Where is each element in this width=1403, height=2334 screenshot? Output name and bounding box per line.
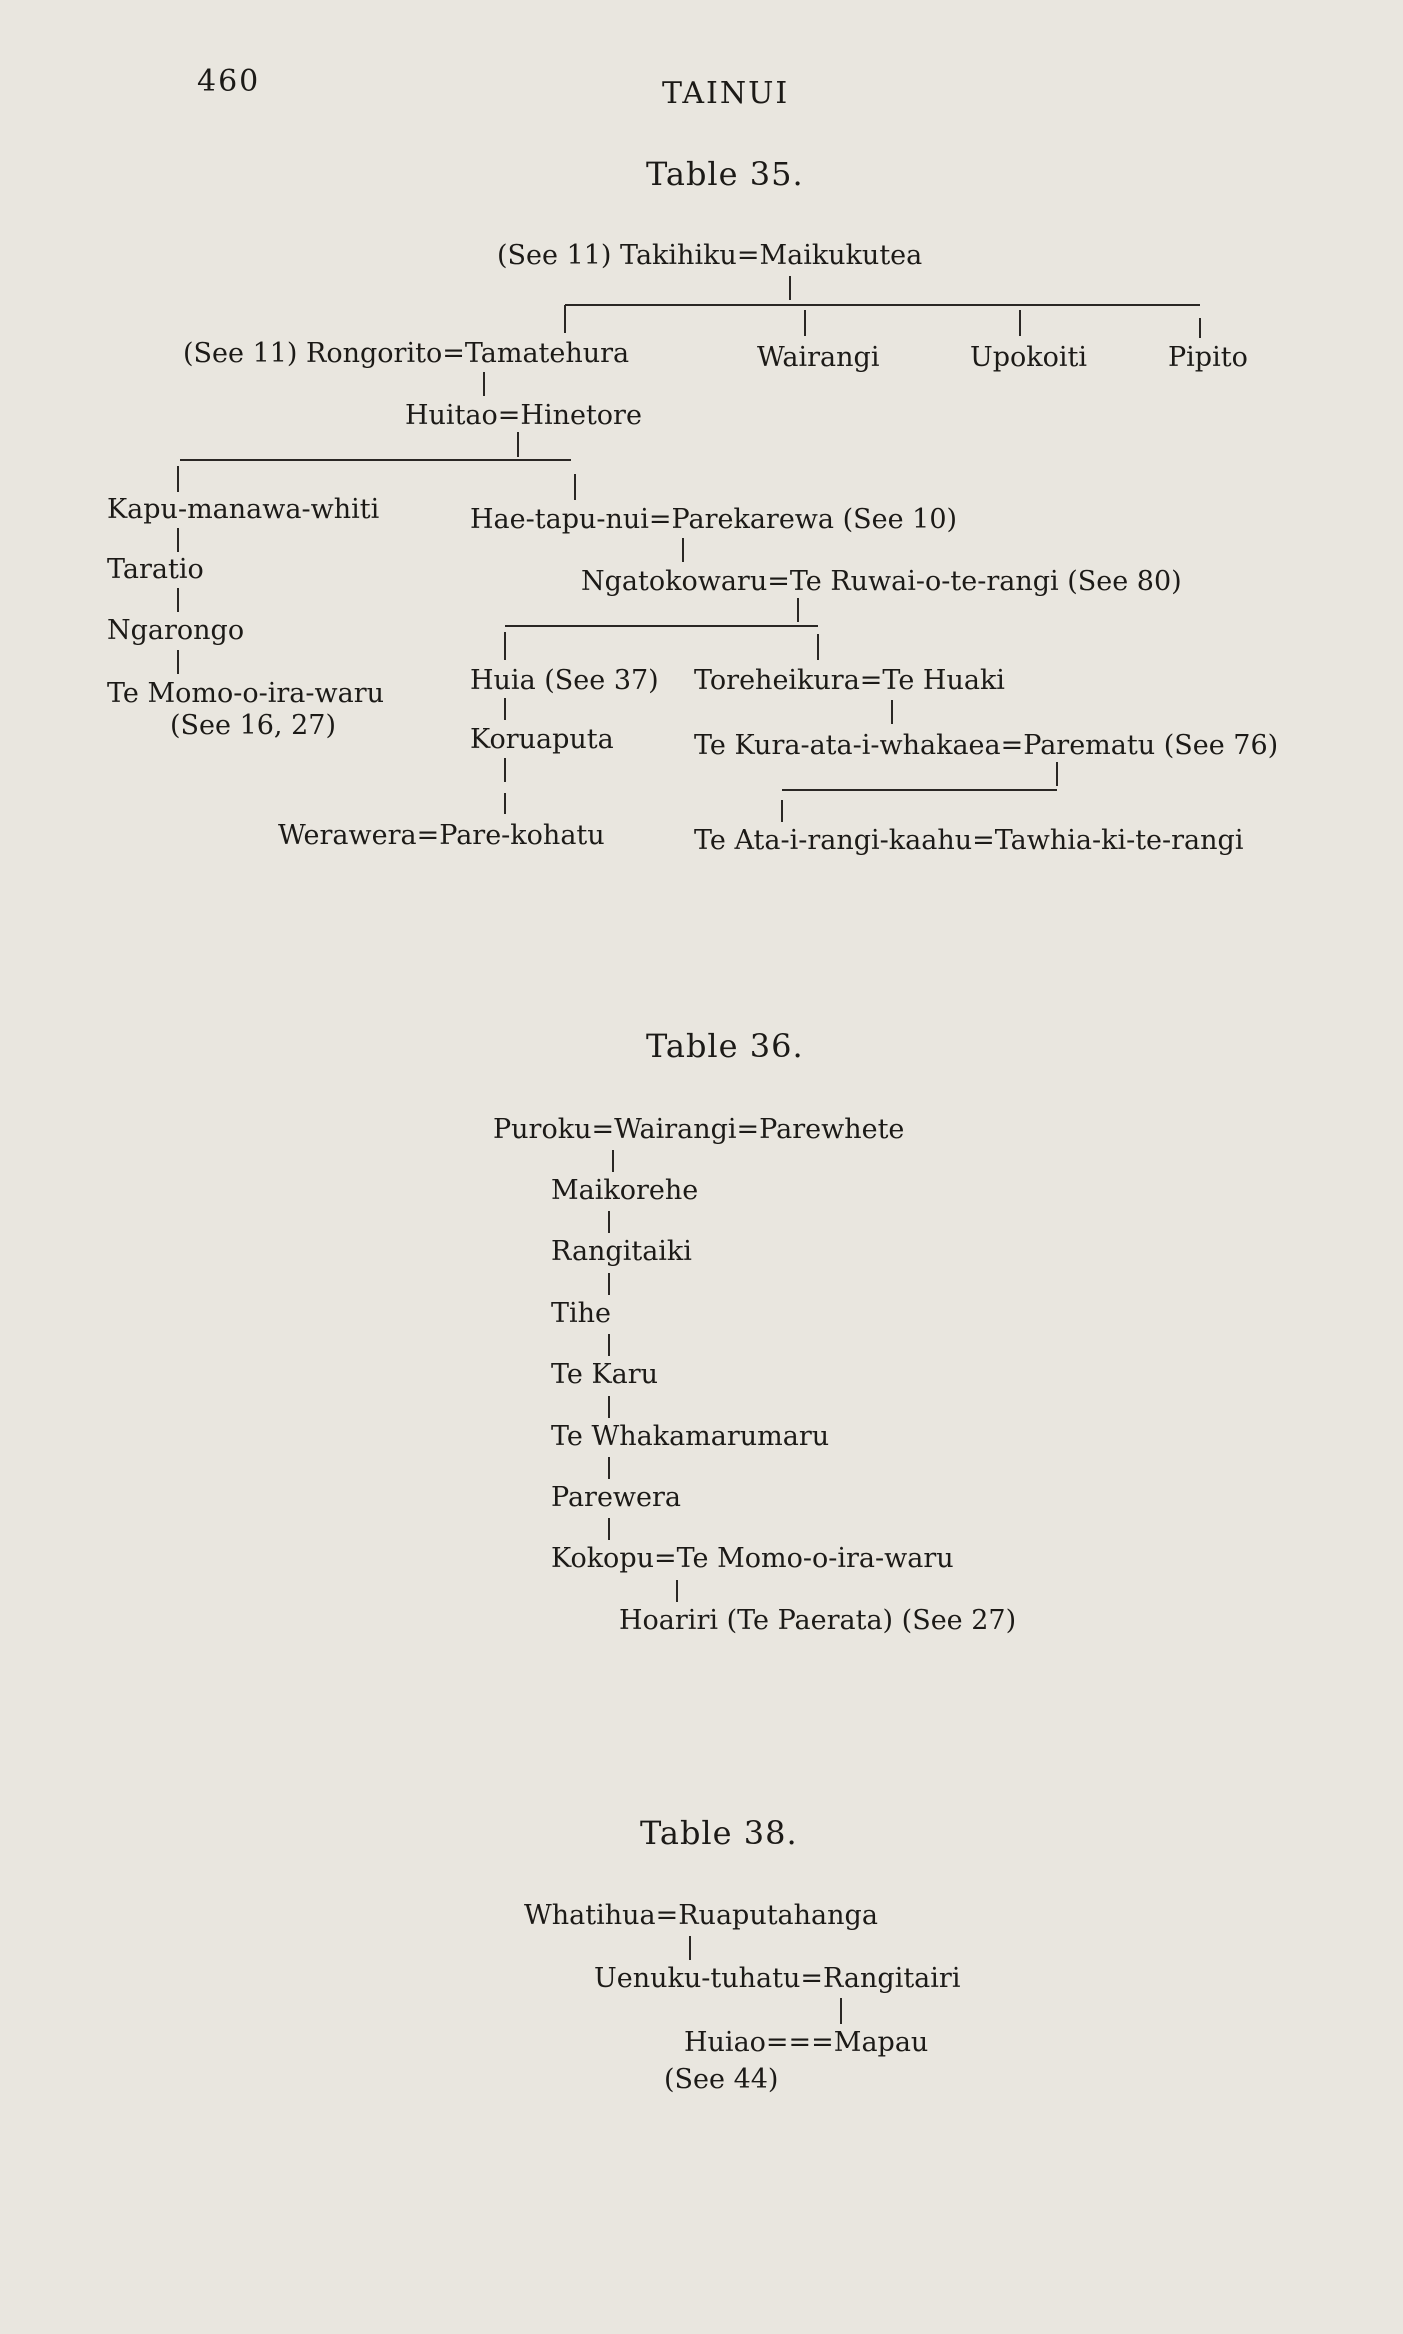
rangitaiki: Rangitaiki [551,1236,692,1267]
parewera: Parewera [551,1482,682,1513]
page-number: 460 [197,64,261,99]
huia: Huia (See 37) [470,665,659,696]
te-karu: Te Karu [551,1359,659,1390]
table-36-title: Table 36. [646,1027,804,1065]
maikorehe: Maikorehe [551,1175,699,1206]
running-head: TAINUI [662,76,790,111]
huiao-see: (See 44) [664,2064,779,2095]
table-38-title: Table 38. [640,1814,798,1852]
table-35-title: Table 35. [646,155,804,193]
werawera-couple: Werawera=Pare-kohatu [278,820,605,851]
uenuku-couple: Uenuku-tuhatu=Rangitairi [594,1963,961,1994]
huitao-couple: Huitao=Hinetore [405,400,642,431]
tihe: Tihe [551,1298,612,1329]
te-momo-see: (See 16, 27) [170,710,336,741]
takihiku-couple: (See 11) Takihiku=Maikukutea [497,240,923,271]
taratio: Taratio [107,554,204,585]
te-ata-couple: Te Ata-i-rangi-kaahu=Tawhia-ki-te-rangi [694,825,1244,856]
toreheikura-couple: Toreheikura=Te Huaki [694,665,1005,696]
te-whakamarumaru: Te Whakamarumaru [551,1421,830,1452]
wairangi: Wairangi [757,342,880,373]
rongorito-couple: (See 11) Rongorito=Tamatehura [183,338,630,369]
ngatokowaru-couple: Ngatokowaru=Te Ruwai-o-te-rangi (See 80) [581,566,1182,597]
whatihua-couple: Whatihua=Ruaputahanga [524,1900,878,1931]
puroku-couple: Puroku=Wairangi=Parewhete [493,1114,905,1145]
upokoiti: Upokoiti [970,342,1088,373]
hae-tapu-nui-couple: Hae-tapu-nui=Parekarewa (See 10) [470,504,958,535]
huiao-couple: Huiao===Mapau [684,2027,929,2058]
ngarongo: Ngarongo [107,615,245,646]
kokopu-couple: Kokopu=Te Momo-o-ira-waru [551,1543,954,1574]
pipito: Pipito [1168,342,1248,373]
hoariri: Hoariri (Te Paerata) (See 27) [619,1605,1017,1636]
te-kura-couple: Te Kura-ata-i-whakaea=Parematu (See 76) [694,730,1279,761]
kapu-manawa-whiti: Kapu-manawa-whiti [107,494,380,525]
te-momo-o-ira-waru: Te Momo-o-ira-waru [107,678,385,709]
koruaputa: Koruaputa [470,724,614,755]
